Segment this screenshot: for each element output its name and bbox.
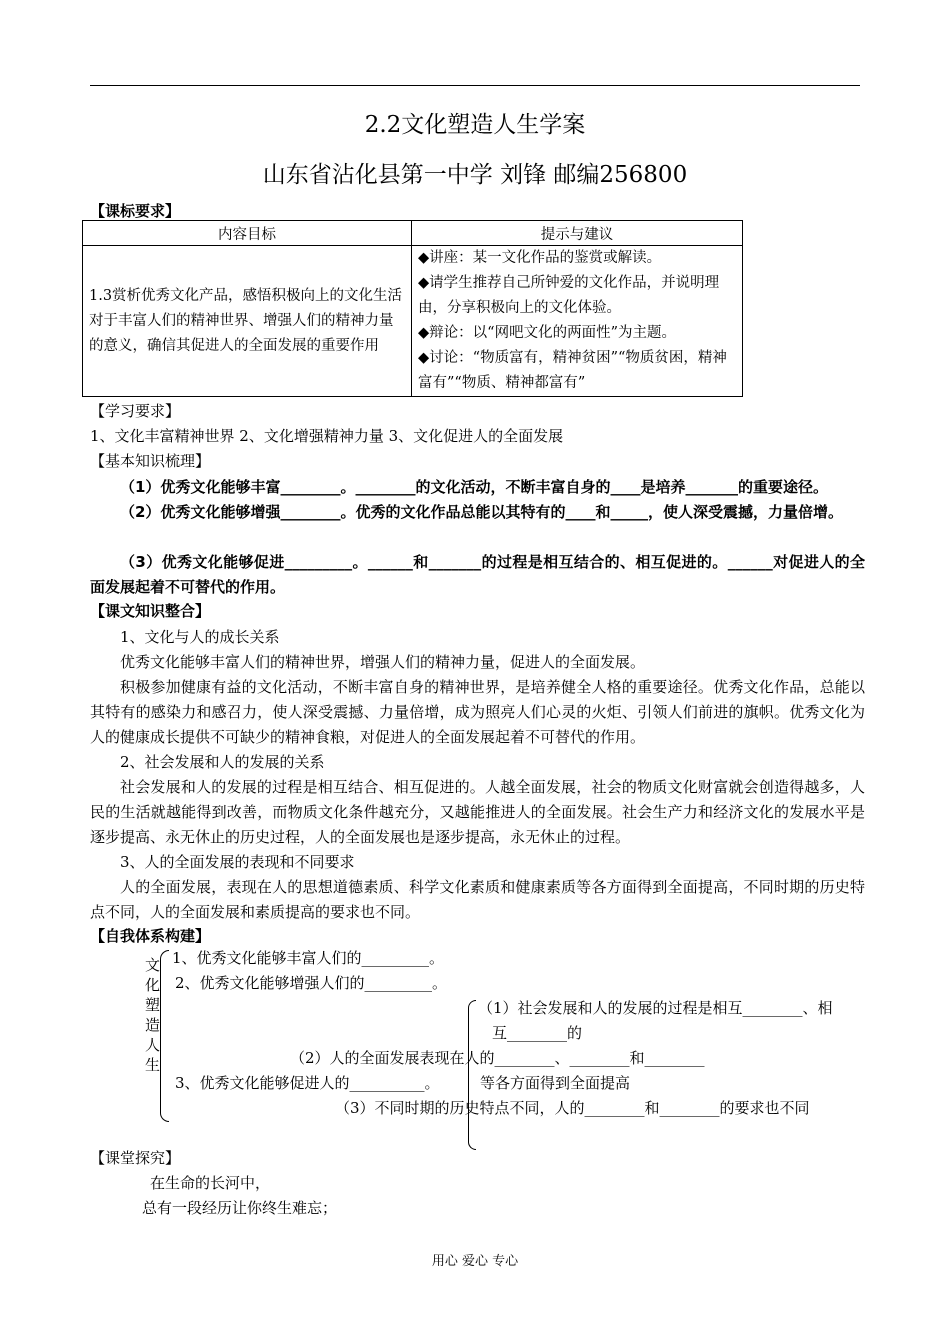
section-xuexi: 【学习要求】 [90,402,181,420]
ziwo-sub-3: （3）不同时期的历史特点不同，人的________和________的要求也不同 [335,1099,810,1117]
ziwo-item-1: 1、优秀文化能够丰富人们的_________。 [172,949,445,967]
vertical-title [145,955,160,1075]
hint-item: ◆请学生推荐自己所钟爱的文化作品，并说明理由，分享积极向上的文化体验。 [418,275,720,316]
section-kewen: 【课文知识整合】 [90,602,211,620]
ziwo-item-3: 3、优秀文化能够促进人的__________。 [175,1074,440,1092]
kewen-para-3: 社会发展和人的发展的过程是相互结合、相互促进的。人越全面发展，社会的物质文化财富就会创造得越多，人民的生活就越能得到改善，而物质文化条件越充分，又越能推进人的全面发展。社会生产力和经济文化的发展水平是逐步提高、永无休止的历史过程，人的全面发展也是逐步提高，永无休止的过程。 [90,778,865,846]
jiben-item-2: （2）优秀文化能够增强________。优秀的文化作品总能以其特有的____和_____，使人深受震撼，力量倍增。 [120,503,843,521]
section-ziwo: 【自我体系构建】 [90,927,211,945]
ziwo-sub-2b: 等各方面得到全面提高 [480,1074,631,1092]
xuexi-text: 1、文化丰富精神世界 2、文化增强精神力量 3、文化促进人的全面发展 [90,427,564,445]
kewen-heading-3: 3、人的全面发展的表现和不同要求 [120,853,355,871]
jiben-item-1: （1）优秀文化能够丰富________。________的文化活动，不断丰富自身的____是培养_______的重要途径。 [120,478,828,496]
kewen-heading-1: 1、文化与人的成长关系 [120,628,280,646]
col-header-hints: 提示与建议 [412,221,743,246]
ketang-line-1: 在生命的长河中， [150,1174,271,1192]
section-kebiao: 【课标要求】 [90,202,181,220]
content-goal-text: 1.3赏析优秀文化产品，感悟积极向上的文化生活对于丰富人们的精神世界、增强人们的精神力量的意义，确信其促进人的全面发展的重要作用 [89,287,403,354]
ziwo-sub-2a: （2）人的全面发展表现在人的________、________和________ [290,1049,705,1067]
ziwo-sub-1b: 互________的 [492,1024,583,1042]
vertical-char: 生 [145,1056,161,1074]
vertical-char: 造 [145,1016,161,1034]
hint-item: ◆辩论：以“网吧文化的两面性”为主题。 [418,325,676,341]
doc-subtitle: 山东省沾化县第一中学 刘锋 邮编256800 [262,162,688,188]
main-brace [160,950,169,1122]
hint-item: ◆讲座：某一文化作品的鉴赏或解读。 [418,250,662,266]
hint-item: ◆讨论：“物质富有，精神贫困”“物质贫困，精神富有”“物质、精神都富有” [418,350,727,391]
section-ketang: 【课堂探究】 [90,1149,181,1167]
vertical-char: 化 [145,976,161,994]
content-goal-cell [83,246,412,397]
jiben-item-3: （3）优秀文化能够促进_________。______和_______的过程是相互结合的、相互促进的。______对促进人的全面发展起着不可替代的作用。 [90,553,865,596]
vertical-char: 塑 [145,996,161,1014]
curriculum-table [82,220,743,397]
vertical-char: 人 [145,1036,161,1054]
kewen-heading-2: 2、社会发展和人的发展的关系 [120,753,325,771]
kewen-para-2: 积极参加健康有益的文化活动，不断丰富自身的精神世界，是培养健全人格的重要途径。优秀文化作品，总能以其特有的感染力和感召力，使人深受震撼、力量倍增，成为照亮人们心灵的火炬、引领人们前进的旗帜。优秀文化为人的健康成长提供不可缺少的精神食粮，对促进人的全面发展起着不可替代的作用。 [90,678,865,746]
section-jiben: 【基本知识梳理】 [90,452,211,470]
ziwo-sub-1a: （1）社会发展和人的发展的过程是相互________、相 [478,999,833,1017]
sub-brace [468,1000,476,1150]
hints-cell [412,246,743,397]
header-rule [90,85,860,86]
doc-title: 2.2文化塑造人生学案 [364,112,586,138]
vertical-char: 文 [145,956,161,974]
col-header-content: 内容目标 [83,221,412,246]
kewen-para-4: 人的全面发展，表现在人的思想道德素质、科学文化素质和健康素质等各方面得到全面提高，不同时期的历史特点不同，人的全面发展和素质提高的要求也不同。 [90,878,865,921]
page-footer: 用心 爱心 专心 [431,1254,519,1269]
ziwo-item-2: 2、优秀文化能够增强人们的_________。 [175,974,448,992]
ketang-line-2: 总有一段经历让你终生难忘； [142,1199,338,1217]
kewen-para-1: 优秀文化能够丰富人们的精神世界，增强人们的精神力量，促进人的全面发展。 [120,653,646,671]
